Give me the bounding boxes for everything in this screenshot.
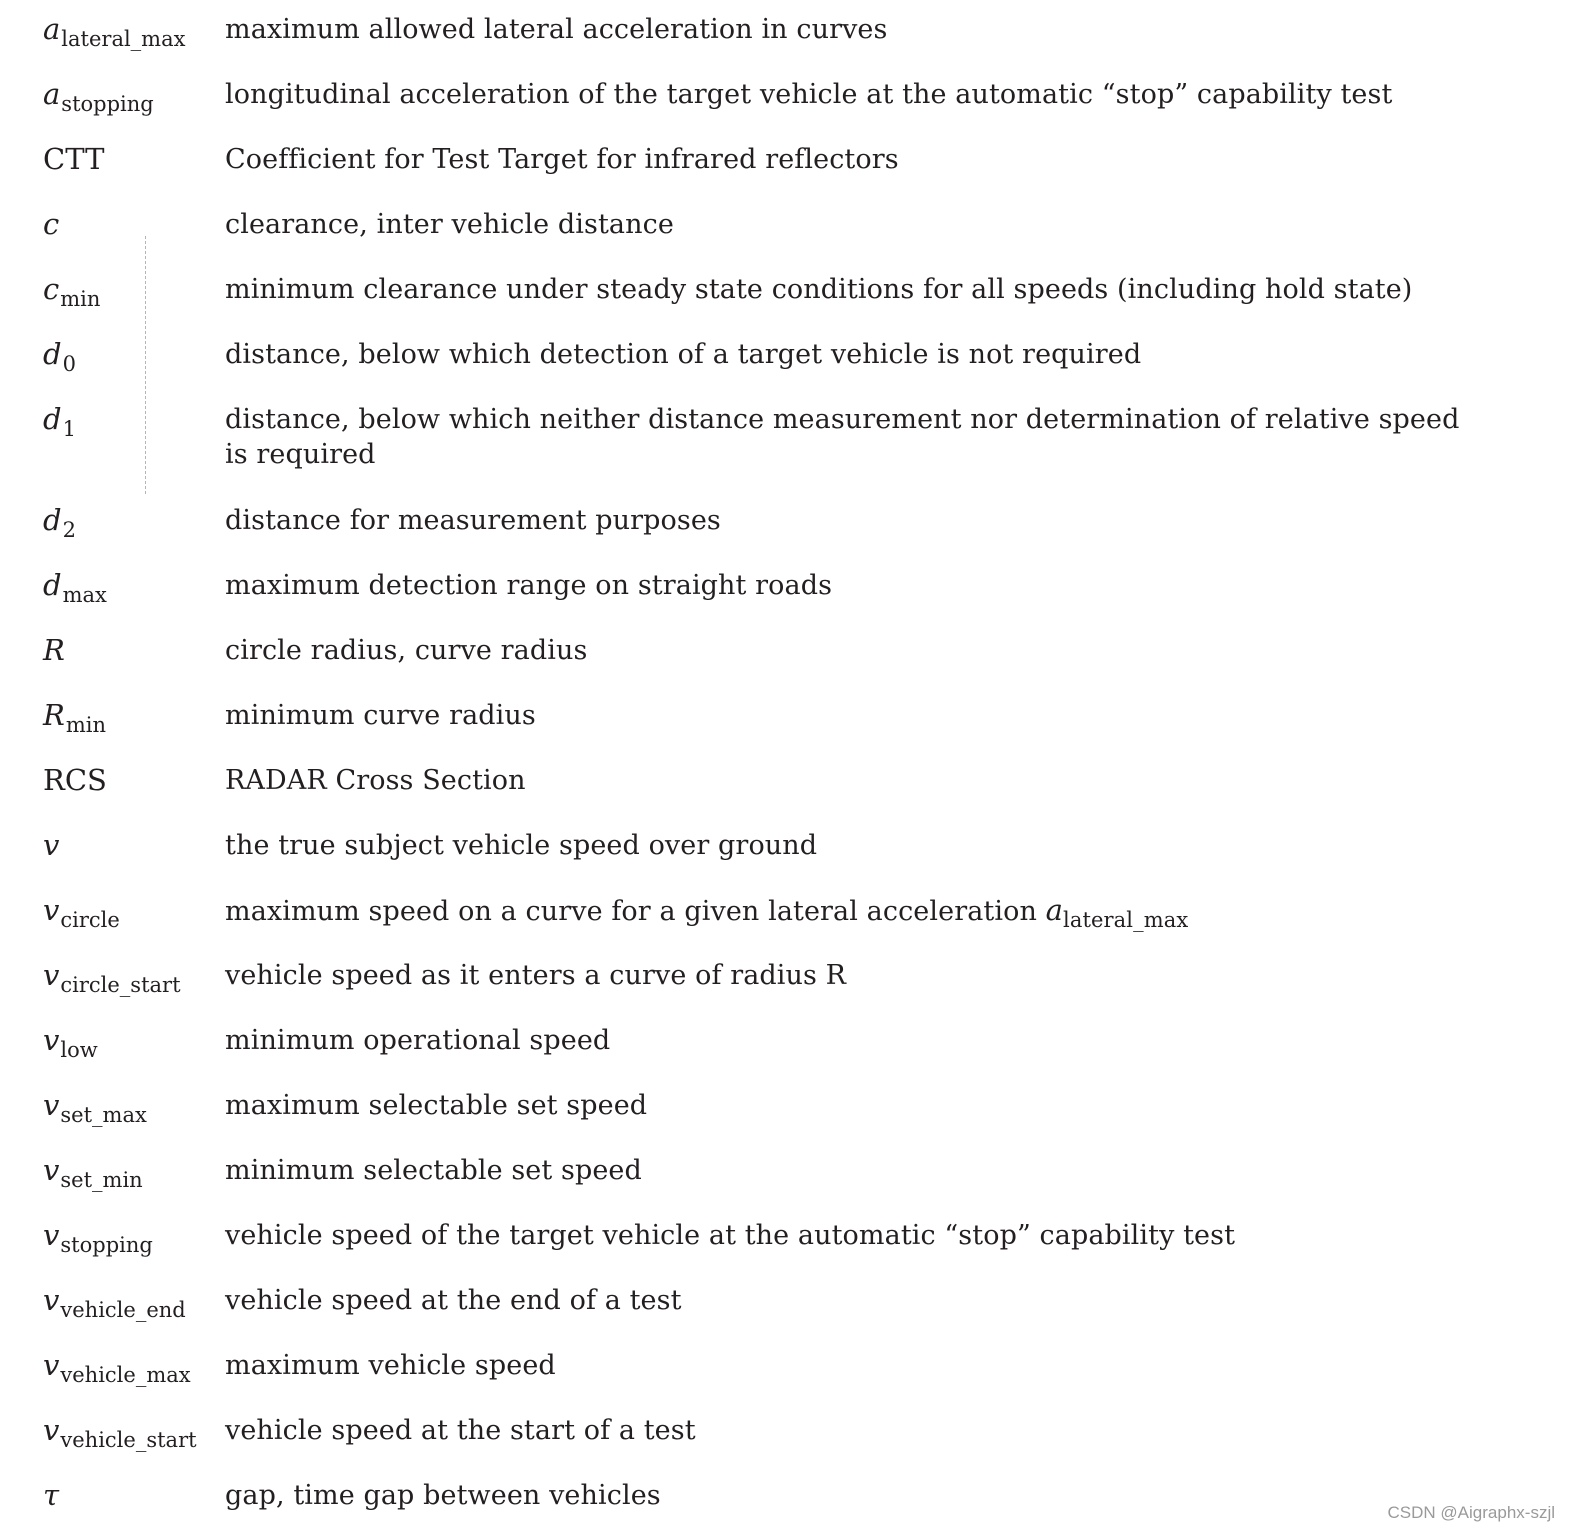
description: distance, below which detection of a target vehicle is not required (225, 339, 1142, 370)
description: maximum speed on a curve for a given lateral acceleration $a_{lateral\_max}$ (225, 893, 1189, 932)
description: minimum clearance under steady state conditions for all speeds (including hold state) (225, 274, 1413, 305)
description: vehicle speed at the end of a test (225, 1285, 682, 1316)
symbol: $c_{min}$ (43, 272, 101, 311)
description: circle radius, curve radius (225, 635, 588, 666)
symbol: $v_{set\_max}$ (43, 1088, 147, 1127)
symbol: $v_{vehicle\_start}$ (43, 1413, 197, 1452)
symbol: $d_{max}$ (43, 568, 107, 607)
description: maximum allowed lateral acceleration in curves (225, 14, 888, 45)
description: distance for measurement purposes (225, 505, 721, 536)
symbol: $a_{lateral\_max}$ (43, 12, 186, 51)
symbol: $v_{low}$ (43, 1023, 98, 1062)
description: longitudinal acceleration of the target vehicle at the automatic “stop” capability test (225, 79, 1393, 110)
symbol: $v_{vehicle\_end}$ (43, 1283, 186, 1322)
symbol: $v_{circle}$ (43, 893, 120, 932)
column-divider-artifact (145, 236, 146, 494)
description: RADAR Cross Section (225, 765, 526, 796)
description: maximum vehicle speed (225, 1350, 556, 1381)
symbol: $v_{vehicle\_max}$ (43, 1348, 191, 1387)
description: gap, time gap between vehicles (225, 1480, 661, 1511)
description: minimum operational speed (225, 1025, 611, 1056)
inline-symbol: a (1045, 893, 1064, 927)
description: maximum selectable set speed (225, 1090, 648, 1121)
symbol: c (43, 207, 60, 241)
symbol: $R_{min}$ (43, 698, 106, 737)
symbol: RCS (43, 763, 107, 797)
description: the true subject vehicle speed over ground (225, 830, 818, 861)
inline-subscript: lateral_max (1063, 908, 1189, 932)
description: maximum detection range on straight roads (225, 570, 833, 601)
symbol: $d_2$ (43, 503, 76, 542)
description: minimum curve radius (225, 700, 536, 731)
watermark: CSDN @Aigraphx-szjl (1387, 1503, 1555, 1522)
symbol: τ (43, 1478, 60, 1512)
symbol: $v_{set\_min}$ (43, 1153, 143, 1192)
symbol: v (43, 828, 60, 862)
description: clearance, inter vehicle distance (225, 209, 674, 240)
symbol: $d_0$ (43, 337, 76, 376)
description: minimum selectable set speed (225, 1155, 642, 1186)
description: vehicle speed of the target vehicle at the automatic “stop” capability test (225, 1220, 1236, 1251)
symbol: $v_{circle\_start}$ (43, 958, 181, 997)
description: vehicle speed at the start of a test (225, 1415, 696, 1446)
symbol: $v_{stopping}$ (43, 1218, 153, 1257)
symbol: $d_1$ (43, 402, 76, 441)
symbol: R (43, 633, 65, 667)
description: Coefficient for Test Target for infrared reflectors (225, 144, 899, 175)
symbol: CTT (43, 142, 105, 176)
symbol: $a_{stopping}$ (43, 77, 154, 116)
description: distance, below which neither distance measurement nor determination of relative speed is required (225, 404, 1460, 470)
description: vehicle speed as it enters a curve of radius R (225, 960, 847, 991)
